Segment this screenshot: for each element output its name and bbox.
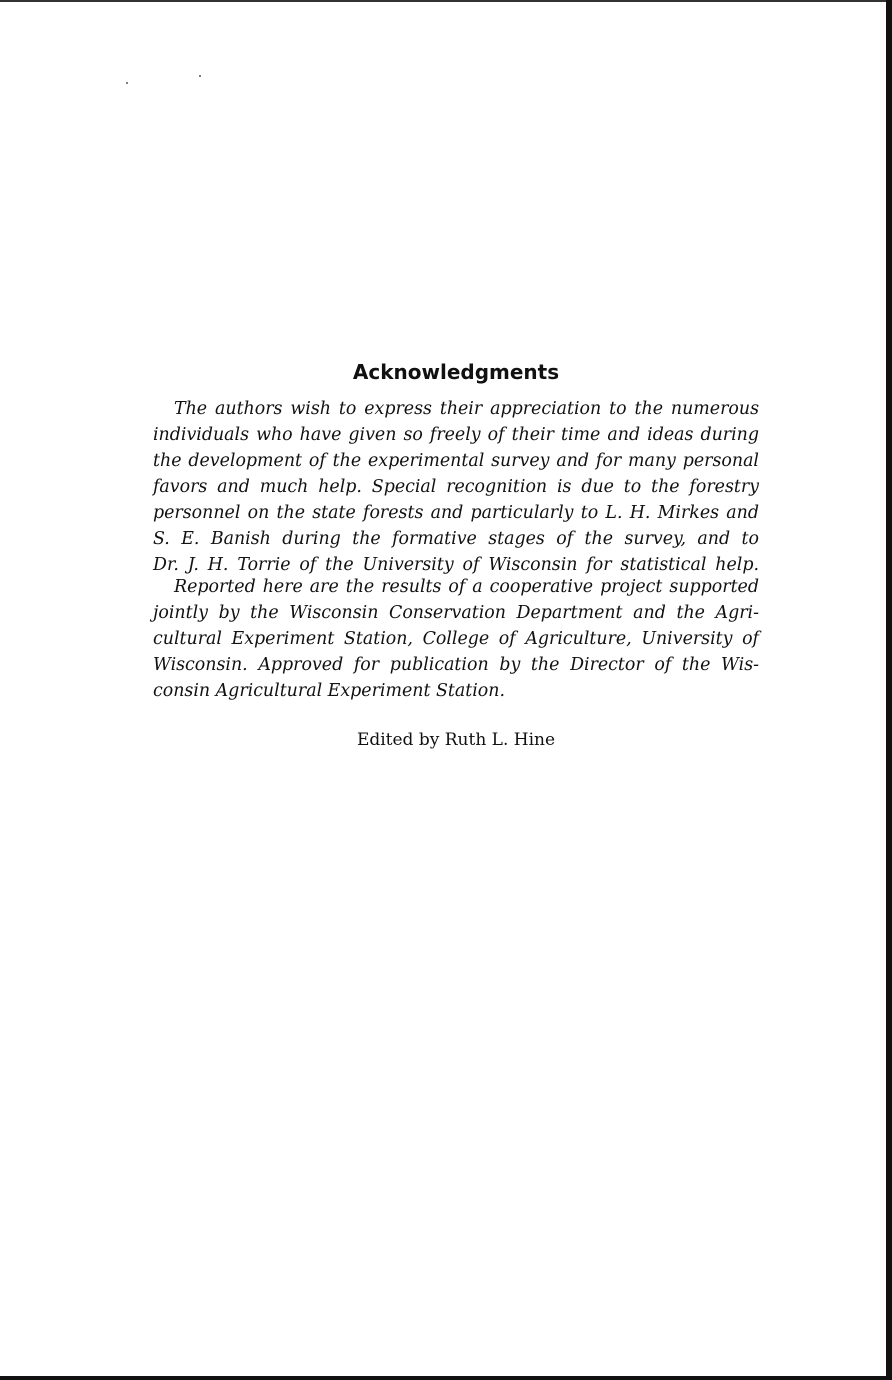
page-edge-top — [0, 0, 892, 2]
paragraph-2-line: Reported here are the results of a cooperative project supported — [174, 577, 759, 597]
paragraph-2-line: jointly by the Wisconsin Conservation Department and the Agri- — [153, 603, 759, 623]
page-title: Acknowledgments — [352, 360, 560, 384]
paragraph-1-line: Dr. J. H. Torrie of the University of Wisconsin for statistical help. — [153, 555, 759, 575]
paragraph-1-line: individuals who have given so freely of their time and ideas during — [153, 425, 759, 445]
paragraph-2-line: cultural Experiment Station, College of Agriculture, University of — [153, 629, 759, 649]
paragraph-1-line: The authors wish to express their appreciation to the numerous — [174, 399, 759, 419]
scan-speck — [199, 75, 201, 77]
paragraph-1-line: S. E. Banish during the formative stages of the survey, and to — [153, 529, 759, 549]
paragraph-2-line: consin Agricultural Experiment Station. — [153, 681, 505, 701]
paragraph-2-line: Wisconsin. Approved for publication by the Director of the Wis- — [153, 655, 759, 675]
page-edge-bottom — [0, 1376, 892, 1380]
paragraph-1-line: personnel on the state forests and particularly to L. H. Mirkes and — [153, 503, 759, 523]
scan-speck — [126, 82, 128, 84]
page-edge-right — [886, 0, 892, 1380]
editor-credit: Edited by Ruth L. Hine — [356, 730, 556, 750]
paragraph-1-line: the development of the experimental survey and for many personal — [153, 451, 759, 471]
paragraph-1-line: favors and much help. Special recognition is due to the forestry — [153, 477, 759, 497]
